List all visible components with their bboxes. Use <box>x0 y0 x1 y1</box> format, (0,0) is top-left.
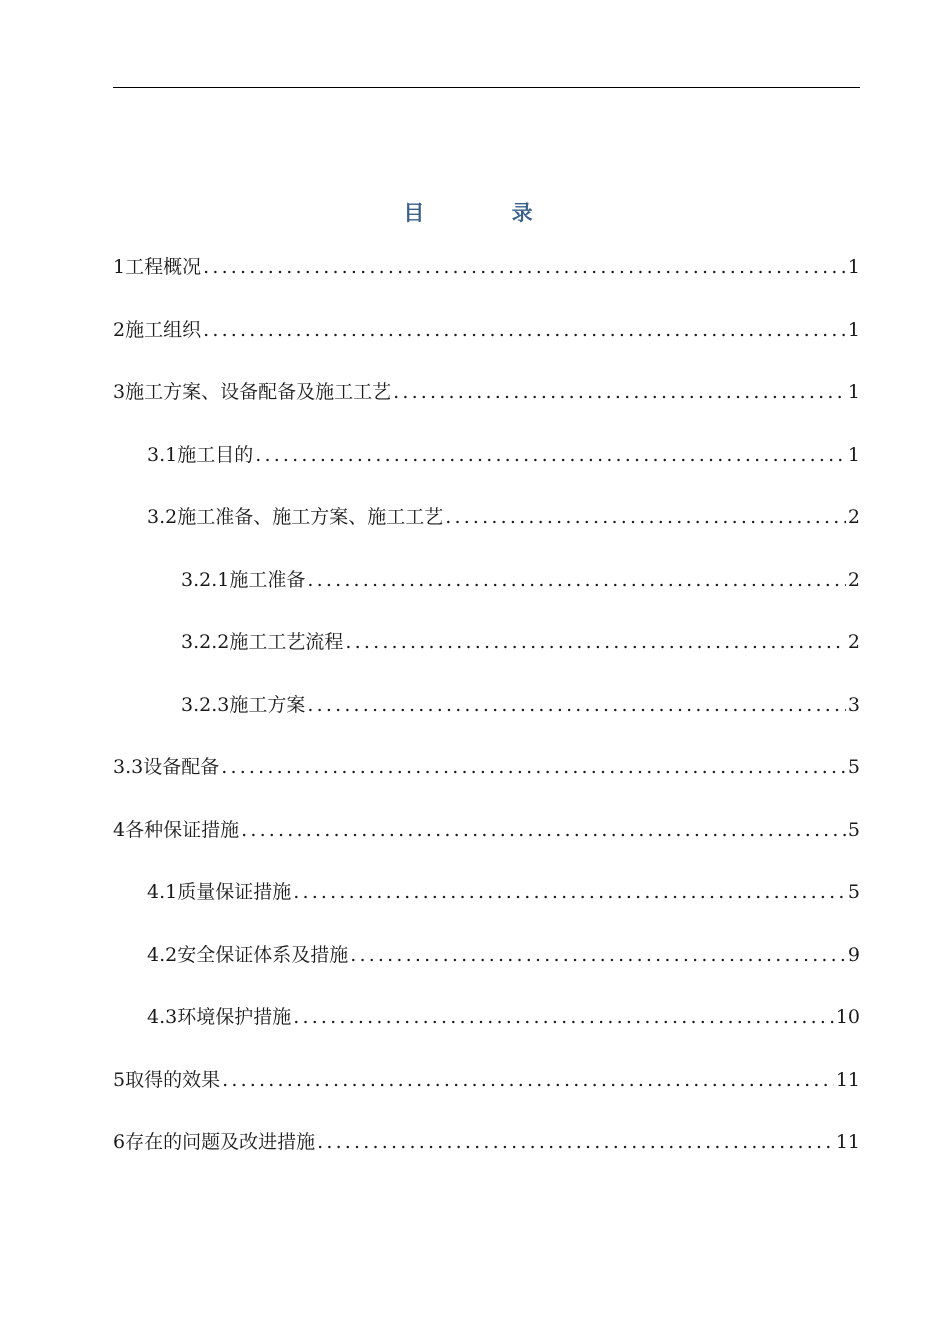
toc-entry-label: 4.1质量保证措施 <box>147 881 292 903</box>
toc-dot-leader <box>241 815 846 845</box>
toc-entry-label: 3.2.2施工工艺流程 <box>181 631 344 653</box>
toc-entry-page: 2 <box>847 568 860 591</box>
toc-entry[interactable] <box>113 940 860 1003</box>
toc-list <box>113 252 860 1190</box>
toc-entry-page: 5 <box>847 881 860 903</box>
toc-entry-label: 6存在的问题及改进措施 <box>113 1131 316 1153</box>
toc-entry[interactable] <box>113 627 860 690</box>
toc-entry-label: 3.3设备配备 <box>113 756 220 778</box>
toc-entry[interactable] <box>113 252 860 315</box>
toc-entry-label: 4各种保证措施 <box>113 818 240 841</box>
toc-entry-label: 3.1施工目的 <box>147 443 254 466</box>
toc-entry-page: 2 <box>847 506 860 528</box>
toc-entry[interactable] <box>113 1065 860 1128</box>
toc-entry[interactable] <box>113 377 860 440</box>
toc-entry-label: 3.2.1施工准备 <box>181 568 306 591</box>
toc-entry[interactable] <box>113 440 860 503</box>
toc-dot-leader <box>203 315 846 345</box>
toc-entry-label: 4.3环境保护措施 <box>147 1006 292 1028</box>
toc-entry-page: 1 <box>847 443 860 466</box>
toc-dot-leader <box>255 440 846 470</box>
toc-entry-page: 9 <box>847 943 860 966</box>
toc-dot-leader <box>307 565 846 595</box>
toc-entry[interactable] <box>113 1002 860 1065</box>
toc-entry-page: 1 <box>847 381 860 403</box>
toc-entry-page: 10 <box>835 1006 860 1028</box>
toc-entry-page: 5 <box>847 756 860 778</box>
toc-entry-label: 3.2施工准备、施工方案、施工工艺 <box>147 506 444 528</box>
toc-entry-page: 5 <box>847 818 860 841</box>
toc-entry-page: 1 <box>847 318 860 341</box>
toc-entry[interactable] <box>113 815 860 878</box>
toc-entry[interactable] <box>113 877 860 940</box>
toc-entry-label: 1工程概况 <box>113 256 202 278</box>
toc-entry[interactable] <box>113 565 860 628</box>
toc-entry-label: 5取得的效果 <box>113 1068 221 1091</box>
toc-entry-page: 1 <box>847 256 860 278</box>
toc-entry-label: 2施工组织 <box>113 318 202 341</box>
toc-entry-page: 2 <box>847 631 860 653</box>
toc-entry[interactable] <box>113 690 860 753</box>
toc-entry-page: 11 <box>835 1068 860 1091</box>
toc-dot-leader <box>393 377 846 407</box>
toc-entry[interactable] <box>113 502 860 565</box>
toc-dot-leader <box>345 627 846 657</box>
toc-dot-leader <box>445 502 846 532</box>
toc-entry-page: 11 <box>835 1131 860 1153</box>
toc-entry[interactable] <box>113 1127 860 1190</box>
toc-entry-page: 3 <box>847 693 860 716</box>
toc-entry[interactable] <box>113 752 860 815</box>
toc-dot-leader <box>307 690 846 720</box>
toc-title: 目 录 <box>403 200 573 225</box>
header-rule <box>113 87 860 88</box>
toc-entry-label: 3施工方案、设备配备及施工工艺 <box>113 381 392 403</box>
toc-dot-leader <box>293 1002 834 1032</box>
toc-entry[interactable] <box>113 315 860 378</box>
toc-entry-label: 3.2.3施工方案 <box>181 693 306 716</box>
toc-dot-leader <box>221 752 846 782</box>
toc-dot-leader <box>203 252 846 282</box>
toc-dot-leader <box>293 877 846 907</box>
toc-entry-label: 4.2安全保证体系及措施 <box>147 943 349 966</box>
toc-dot-leader <box>222 1065 834 1095</box>
toc-dot-leader <box>317 1127 834 1157</box>
toc-dot-leader <box>350 940 846 970</box>
